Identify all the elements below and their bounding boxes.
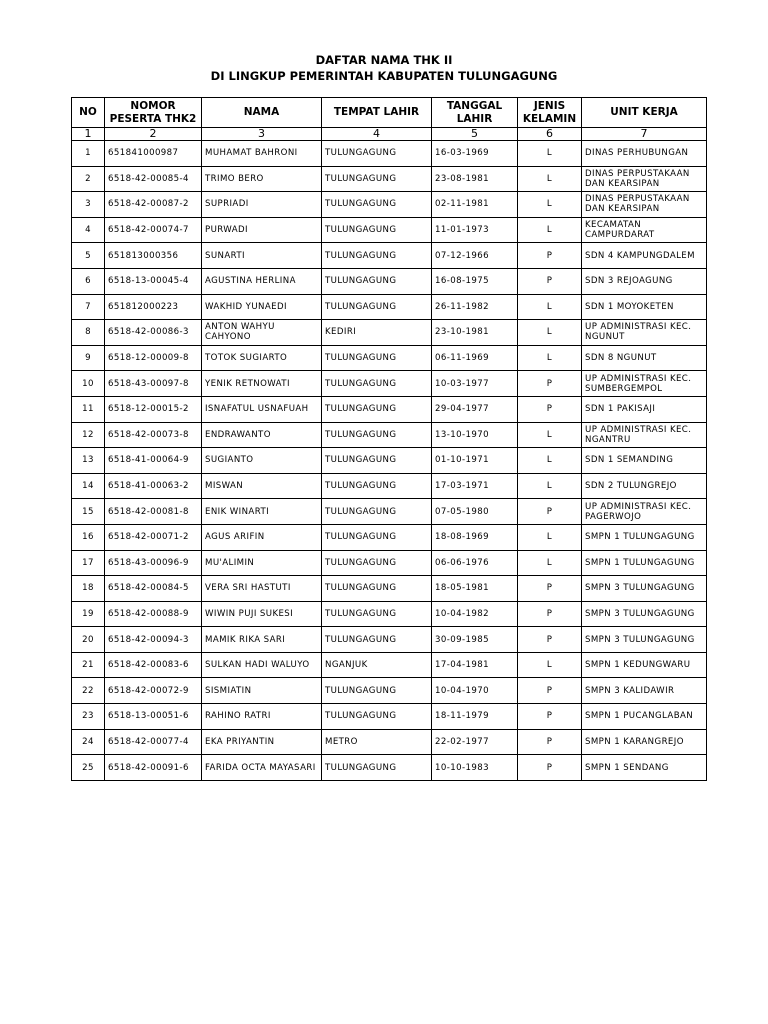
cell-tanggal-lahir: 13-10-1970 xyxy=(432,422,518,448)
cell-jenis-kelamin: P xyxy=(518,268,582,294)
cell-nama: PURWADI xyxy=(202,217,322,243)
header-tanggal-lahir: TANGGAL LAHIR xyxy=(432,98,518,128)
cell-no: 25 xyxy=(72,755,105,781)
cell-jenis-kelamin: L xyxy=(518,422,582,448)
cell-tanggal-lahir: 01-10-1971 xyxy=(432,448,518,474)
cell-jenis-kelamin: L xyxy=(518,166,582,192)
cell-no: 13 xyxy=(72,448,105,474)
cell-tempat-lahir: TULUNGAGUNG xyxy=(322,473,432,499)
cell-tempat-lahir: TULUNGAGUNG xyxy=(322,371,432,397)
cell-unit-kerja: UP ADMINISTRASI KEC. NGANTRU xyxy=(582,422,707,448)
cell-no: 22 xyxy=(72,678,105,704)
cell-nomor-peserta: 6518-42-00074-7 xyxy=(105,217,202,243)
cell-tanggal-lahir: 17-03-1971 xyxy=(432,473,518,499)
table-row xyxy=(72,576,707,602)
cell-tempat-lahir: TULUNGAGUNG xyxy=(322,704,432,730)
cell-nama: SUGIANTO xyxy=(202,448,322,474)
cell-nama: MUHAMAT BAHRONI xyxy=(202,141,322,167)
cell-no: 17 xyxy=(72,550,105,576)
cell-jenis-kelamin: P xyxy=(518,499,582,525)
cell-no: 19 xyxy=(72,601,105,627)
cell-no: 21 xyxy=(72,652,105,678)
cell-tempat-lahir: TULUNGAGUNG xyxy=(322,524,432,550)
cell-tanggal-lahir: 23-10-1981 xyxy=(432,320,518,346)
cell-jenis-kelamin: L xyxy=(518,192,582,218)
cell-nomor-peserta: 6518-42-00084-5 xyxy=(105,576,202,602)
cell-tempat-lahir: TULUNGAGUNG xyxy=(322,755,432,781)
cell-nama: WIWIN PUJI SUKESI xyxy=(202,601,322,627)
employee-table xyxy=(71,97,707,781)
cell-jenis-kelamin: P xyxy=(518,729,582,755)
cell-jenis-kelamin: L xyxy=(518,524,582,550)
cell-jenis-kelamin: P xyxy=(518,755,582,781)
column-number: 1 xyxy=(72,128,105,141)
column-number: 3 xyxy=(202,128,322,141)
cell-nomor-peserta: 6518-41-00064-9 xyxy=(105,448,202,474)
cell-tanggal-lahir: 10-04-1970 xyxy=(432,678,518,704)
cell-nomor-peserta: 6518-42-00094-3 xyxy=(105,627,202,653)
header-no: NO xyxy=(72,98,105,128)
cell-unit-kerja: SMPN 3 KALIDAWIR xyxy=(582,678,707,704)
cell-no: 5 xyxy=(72,243,105,269)
cell-nama: SISMIATIN xyxy=(202,678,322,704)
cell-tempat-lahir: TULUNGAGUNG xyxy=(322,422,432,448)
cell-jenis-kelamin: P xyxy=(518,678,582,704)
cell-tempat-lahir: TULUNGAGUNG xyxy=(322,550,432,576)
cell-tempat-lahir: TULUNGAGUNG xyxy=(322,243,432,269)
cell-tempat-lahir: TULUNGAGUNG xyxy=(322,166,432,192)
cell-tanggal-lahir: 16-08-1975 xyxy=(432,268,518,294)
table-row xyxy=(72,678,707,704)
header-row xyxy=(72,98,707,128)
cell-jenis-kelamin: L xyxy=(518,345,582,371)
cell-no: 10 xyxy=(72,371,105,397)
cell-jenis-kelamin: P xyxy=(518,371,582,397)
cell-nomor-peserta: 6518-43-00097-8 xyxy=(105,371,202,397)
cell-tanggal-lahir: 23-08-1981 xyxy=(432,166,518,192)
cell-nomor-peserta: 6518-42-00091-6 xyxy=(105,755,202,781)
cell-unit-kerja: DINAS PERPUSTAKAAN DAN KEARSIPAN xyxy=(582,192,707,218)
cell-tempat-lahir: METRO xyxy=(322,729,432,755)
cell-tempat-lahir: NGANJUK xyxy=(322,652,432,678)
cell-jenis-kelamin: P xyxy=(518,627,582,653)
cell-no: 20 xyxy=(72,627,105,653)
cell-tempat-lahir: TULUNGAGUNG xyxy=(322,678,432,704)
cell-nomor-peserta: 6518-42-00073-8 xyxy=(105,422,202,448)
cell-nomor-peserta: 6518-12-00015-2 xyxy=(105,396,202,422)
cell-tanggal-lahir: 26-11-1982 xyxy=(432,294,518,320)
cell-tanggal-lahir: 06-06-1976 xyxy=(432,550,518,576)
cell-tanggal-lahir: 16-03-1969 xyxy=(432,141,518,167)
cell-unit-kerja: SDN 4 KAMPUNGDALEM xyxy=(582,243,707,269)
cell-nama: SULKAN HADI WALUYO xyxy=(202,652,322,678)
cell-tanggal-lahir: 30-09-1985 xyxy=(432,627,518,653)
cell-tempat-lahir: TULUNGAGUNG xyxy=(322,576,432,602)
cell-unit-kerja: SMPN 1 SENDANG xyxy=(582,755,707,781)
table-row xyxy=(72,524,707,550)
cell-jenis-kelamin: L xyxy=(518,652,582,678)
cell-unit-kerja: SMPN 3 TULUNGAGUNG xyxy=(582,601,707,627)
cell-no: 15 xyxy=(72,499,105,525)
cell-nama: RAHINO RATRI xyxy=(202,704,322,730)
cell-nomor-peserta: 6518-42-00077-4 xyxy=(105,729,202,755)
cell-no: 7 xyxy=(72,294,105,320)
table-row xyxy=(72,371,707,397)
cell-tempat-lahir: TULUNGAGUNG xyxy=(322,345,432,371)
cell-unit-kerja: SDN 1 SEMANDING xyxy=(582,448,707,474)
cell-no: 2 xyxy=(72,166,105,192)
cell-jenis-kelamin: P xyxy=(518,601,582,627)
cell-nomor-peserta: 651813000356 xyxy=(105,243,202,269)
header-jenis-kelamin: JENIS KELAMIN xyxy=(518,98,582,128)
cell-nama: ENDRAWANTO xyxy=(202,422,322,448)
cell-jenis-kelamin: L xyxy=(518,448,582,474)
cell-tanggal-lahir: 10-04-1982 xyxy=(432,601,518,627)
cell-unit-kerja: SDN 1 MOYOKETEN xyxy=(582,294,707,320)
cell-nama: AGUSTINA HERLINA xyxy=(202,268,322,294)
table-row xyxy=(72,550,707,576)
cell-no: 12 xyxy=(72,422,105,448)
cell-nomor-peserta: 6518-42-00085-4 xyxy=(105,166,202,192)
table-row xyxy=(72,192,707,218)
cell-tanggal-lahir: 10-03-1977 xyxy=(432,371,518,397)
cell-tempat-lahir: TULUNGAGUNG xyxy=(322,268,432,294)
cell-unit-kerja: DINAS PERHUBUNGAN xyxy=(582,141,707,167)
cell-nama: AGUS ARIFIN xyxy=(202,524,322,550)
cell-nama: YENIK RETNOWATI xyxy=(202,371,322,397)
cell-unit-kerja: SDN 3 REJOAGUNG xyxy=(582,268,707,294)
cell-nomor-peserta: 6518-13-00051-6 xyxy=(105,704,202,730)
cell-unit-kerja: SDN 1 PAKISAJI xyxy=(582,396,707,422)
header-unit-kerja: UNIT KERJA xyxy=(582,98,707,128)
cell-tanggal-lahir: 06-11-1969 xyxy=(432,345,518,371)
cell-unit-kerja: SDN 2 TULUNGREJO xyxy=(582,473,707,499)
header-tempat-lahir: TEMPAT LAHIR xyxy=(322,98,432,128)
column-number: 5 xyxy=(432,128,518,141)
table-row xyxy=(72,652,707,678)
cell-tanggal-lahir: 07-05-1980 xyxy=(432,499,518,525)
cell-unit-kerja: SMPN 3 TULUNGAGUNG xyxy=(582,576,707,602)
cell-nama: MISWAN xyxy=(202,473,322,499)
cell-unit-kerja: DINAS PERPUSTAKAAN DAN KEARSIPAN xyxy=(582,166,707,192)
cell-nomor-peserta: 6518-42-00086-3 xyxy=(105,320,202,346)
cell-no: 14 xyxy=(72,473,105,499)
table-row xyxy=(72,217,707,243)
cell-jenis-kelamin: L xyxy=(518,550,582,576)
header-nama: NAMA xyxy=(202,98,322,128)
column-number-row xyxy=(72,128,707,141)
cell-jenis-kelamin: L xyxy=(518,141,582,167)
cell-nomor-peserta: 6518-41-00063-2 xyxy=(105,473,202,499)
cell-unit-kerja: SDN 8 NGUNUT xyxy=(582,345,707,371)
cell-nama: ISNAFATUL USNAFUAH xyxy=(202,396,322,422)
cell-jenis-kelamin: L xyxy=(518,320,582,346)
table-row xyxy=(72,729,707,755)
cell-nomor-peserta: 6518-42-00071-2 xyxy=(105,524,202,550)
table-row xyxy=(72,320,707,346)
document-title: DAFTAR NAMA THK II xyxy=(315,53,453,67)
table-row xyxy=(72,627,707,653)
cell-tanggal-lahir: 10-10-1983 xyxy=(432,755,518,781)
cell-tempat-lahir: TULUNGAGUNG xyxy=(322,448,432,474)
document-subtitle: DI LINGKUP PEMERINTAH KABUPATEN TULUNGAGUNG xyxy=(210,69,558,83)
cell-tanggal-lahir: 07-12-1966 xyxy=(432,243,518,269)
cell-tanggal-lahir: 18-05-1981 xyxy=(432,576,518,602)
cell-jenis-kelamin: L xyxy=(518,217,582,243)
column-number: 4 xyxy=(322,128,432,141)
cell-unit-kerja: UP ADMINISTRASI KEC. SUMBERGEMPOL xyxy=(582,371,707,397)
cell-jenis-kelamin: P xyxy=(518,704,582,730)
cell-unit-kerja: SMPN 1 KARANGREJO xyxy=(582,729,707,755)
cell-tempat-lahir: TULUNGAGUNG xyxy=(322,499,432,525)
cell-nama: EKA PRIYANTIN xyxy=(202,729,322,755)
cell-no: 1 xyxy=(72,141,105,167)
table-row xyxy=(72,704,707,730)
cell-unit-kerja: UP ADMINISTRASI KEC. NGUNUT xyxy=(582,320,707,346)
cell-unit-kerja: SMPN 1 TULUNGAGUNG xyxy=(582,550,707,576)
table-row xyxy=(72,473,707,499)
cell-nama: TOTOK SUGIARTO xyxy=(202,345,322,371)
cell-unit-kerja: SMPN 1 PUCANGLABAN xyxy=(582,704,707,730)
cell-jenis-kelamin: P xyxy=(518,396,582,422)
cell-unit-kerja: KECAMATAN CAMPURDARAT xyxy=(582,217,707,243)
cell-no: 3 xyxy=(72,192,105,218)
cell-nama: ENIK WINARTI xyxy=(202,499,322,525)
cell-tempat-lahir: TULUNGAGUNG xyxy=(322,627,432,653)
cell-nama: FARIDA OCTA MAYASARI xyxy=(202,755,322,781)
table-row xyxy=(72,396,707,422)
table-row xyxy=(72,601,707,627)
cell-nomor-peserta: 6518-13-00045-4 xyxy=(105,268,202,294)
cell-jenis-kelamin: L xyxy=(518,294,582,320)
column-number: 6 xyxy=(518,128,582,141)
cell-nomor-peserta: 6518-12-00009-8 xyxy=(105,345,202,371)
cell-no: 6 xyxy=(72,268,105,294)
cell-no: 23 xyxy=(72,704,105,730)
column-number: 7 xyxy=(582,128,707,141)
cell-nama: VERA SRI HASTUTI xyxy=(202,576,322,602)
cell-nama: TRIMO BERO xyxy=(202,166,322,192)
cell-tempat-lahir: TULUNGAGUNG xyxy=(322,217,432,243)
cell-nomor-peserta: 651841000987 xyxy=(105,141,202,167)
cell-nama: MU'ALIMIN xyxy=(202,550,322,576)
cell-no: 18 xyxy=(72,576,105,602)
table-row xyxy=(72,294,707,320)
cell-no: 24 xyxy=(72,729,105,755)
cell-nomor-peserta: 6518-42-00072-9 xyxy=(105,678,202,704)
cell-tanggal-lahir: 02-11-1981 xyxy=(432,192,518,218)
cell-nomor-peserta: 6518-42-00083-6 xyxy=(105,652,202,678)
cell-tempat-lahir: TULUNGAGUNG xyxy=(322,396,432,422)
cell-unit-kerja: SMPN 3 TULUNGAGUNG xyxy=(582,627,707,653)
table-row xyxy=(72,345,707,371)
cell-unit-kerja: SMPN 1 KEDUNGWARU xyxy=(582,652,707,678)
cell-no: 16 xyxy=(72,524,105,550)
cell-unit-kerja: SMPN 1 TULUNGAGUNG xyxy=(582,524,707,550)
column-number: 2 xyxy=(105,128,202,141)
cell-no: 11 xyxy=(72,396,105,422)
table-row xyxy=(72,268,707,294)
cell-tanggal-lahir: 18-08-1969 xyxy=(432,524,518,550)
cell-tanggal-lahir: 11-01-1973 xyxy=(432,217,518,243)
cell-nomor-peserta: 6518-42-00081-8 xyxy=(105,499,202,525)
table-row xyxy=(72,755,707,781)
cell-nama: ANTON WAHYU CAHYONO xyxy=(202,320,322,346)
table-row xyxy=(72,499,707,525)
cell-tanggal-lahir: 29-04-1977 xyxy=(432,396,518,422)
table-row xyxy=(72,422,707,448)
cell-nomor-peserta: 6518-42-00087-2 xyxy=(105,192,202,218)
cell-tempat-lahir: TULUNGAGUNG xyxy=(322,192,432,218)
cell-nama: SUNARTI xyxy=(202,243,322,269)
cell-nama: MAMIK RIKA SARI xyxy=(202,627,322,653)
cell-tempat-lahir: TULUNGAGUNG xyxy=(322,294,432,320)
cell-no: 8 xyxy=(72,320,105,346)
cell-tanggal-lahir: 22-02-1977 xyxy=(432,729,518,755)
table-row xyxy=(72,243,707,269)
cell-jenis-kelamin: P xyxy=(518,243,582,269)
cell-no: 9 xyxy=(72,345,105,371)
cell-nomor-peserta: 6518-43-00096-9 xyxy=(105,550,202,576)
table-row xyxy=(72,448,707,474)
cell-tempat-lahir: TULUNGAGUNG xyxy=(322,141,432,167)
cell-jenis-kelamin: L xyxy=(518,473,582,499)
header-nomor-peserta: NOMOR PESERTA THK2 xyxy=(105,98,202,128)
cell-no: 4 xyxy=(72,217,105,243)
cell-nama: WAKHID YUNAEDI xyxy=(202,294,322,320)
table-body xyxy=(72,141,707,781)
cell-tempat-lahir: TULUNGAGUNG xyxy=(322,601,432,627)
cell-nomor-peserta: 6518-42-00088-9 xyxy=(105,601,202,627)
cell-jenis-kelamin: P xyxy=(518,576,582,602)
cell-tempat-lahir: KEDIRI xyxy=(322,320,432,346)
table-row xyxy=(72,166,707,192)
cell-tanggal-lahir: 17-04-1981 xyxy=(432,652,518,678)
table-row xyxy=(72,141,707,167)
cell-nama: SUPRIADI xyxy=(202,192,322,218)
cell-unit-kerja: UP ADMINISTRASI KEC. PAGERWOJO xyxy=(582,499,707,525)
cell-tanggal-lahir: 18-11-1979 xyxy=(432,704,518,730)
cell-nomor-peserta: 651812000223 xyxy=(105,294,202,320)
